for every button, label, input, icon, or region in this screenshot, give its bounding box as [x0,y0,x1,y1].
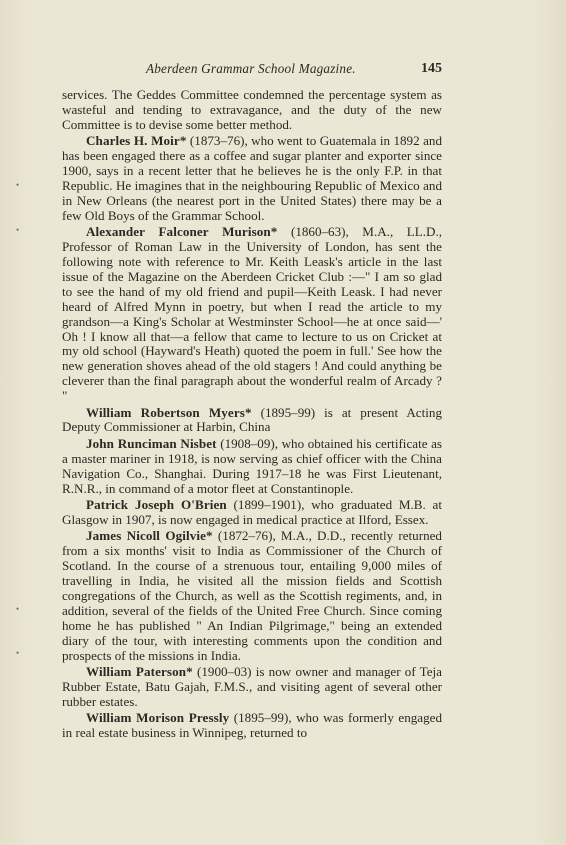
paragraph-text: (1895–99) is at present Acting Deputy Commissioner at Harbin, China [62,404,442,435]
running-title: Aberdeen Grammar School Magazine. [146,61,356,76]
margin-mark: • [16,648,20,658]
person-name: Charles H. Moir* [86,133,187,149]
margin-mark: • [16,180,20,190]
paragraph [62,711,442,741]
person-name: Alexander Falconer Murison* [86,224,278,240]
paragraph-text: (1899–1901), who graduated M.B. at Glasgow in 1907, is now engaged in medical practice at Ilford, Essex. [62,496,442,527]
paragraph [62,406,442,436]
paragraph [62,134,442,223]
person-name: Patrick Joseph O'Brien [86,496,227,512]
page-header [62,61,442,81]
paragraph-text: (1860–63), M.A., LL.D., Professor of Roman Law in the University of London, has sent the following note with reference to Mr. Keith Leask's article in the last issue of the Magazine on the Aberdeen Cricket Club :—" I am so glad to see the hand of my old friend and pupil—Keith Leask. I had never heard of Alfred Mynn in poetry, but when I read the article to my grandson—a King's Scholar at Westminster School—he at once said—' Oh ! I know all that—a fellow that came to lecture to us on Cricket at my old school (Hayward's Heath) quoted the poem in full.' See how the new generation shoves ahead of the old stagers ! And could anything be cleverer than the final paragraph about the wonderful realm of Arcady ? " [62,224,442,404]
person-name: William Morison Pressly [86,710,230,726]
person-name: John Runciman Nisbet [86,435,217,451]
person-name: William Robertson Myers* [86,404,252,420]
paragraph-text: (1873–76), who went to Guatemala in 1892 and has been engaged there as a coffee and sugar planter and exporter since 1900, says in a recent letter that he believes he is the only F.P. in that Republic. He imagines that in the neighbouring Republic of Mexico and in New Orleans (the nearest port in the United States) there may be a few Old Boys of the Grammar School. [62,133,442,223]
page-number: 145 [421,61,442,76]
margin-mark: • [16,225,20,235]
paragraph-text: (1895–99), who was formerly engaged in real estate business in Winnipeg, returned to [62,710,442,741]
paragraph-text: (1900–03) is now owner and manager of Teja Rubber Estate, Batu Gajah, F.M.S., and visiting agent of several other rubber estates. [62,663,442,709]
paragraph [62,88,442,133]
paragraph-text: (1872–76), M.A., D.D., recently returned from a six months' visit to India as Commissioner of the Church of Scotland. In the course of a strenuous tour, entailing 9,000 miles of travelling in India, he visited all the mission fields and Scottish congregations of the Church, as well as the Scottish regiments, and, in addition, several of the fields of the United Free Church. Since coming home he has published " An Indian Pilgrimage," being an extended diary of the tour, with interesting comments upon the condition and prospects of the missions in India. [62,528,442,663]
margin-mark: • [16,604,20,614]
person-name: William Paterson* [86,663,193,679]
paragraph [62,498,442,528]
paragraph-text: (1908–09), who obtained his certificate as a master mariner in 1918, is now serving as chief officer with the China Navigation Co., Shanghai. During 1917–18 he was First Lieutenant, R.N.R., in command of a motor fleet at Constantinople. [62,435,442,496]
paragraph [62,437,442,497]
paragraph [62,665,442,710]
paragraph [62,225,442,404]
article-body [62,88,442,742]
paragraph-text: services. The Geddes Committee condemned the percentage system as wasteful and tending to extravagance, and the duty of the new Committee is to devise some better method. [62,87,442,132]
paragraph [62,529,442,663]
person-name: James Nicoll Ogilvie* [86,528,213,544]
